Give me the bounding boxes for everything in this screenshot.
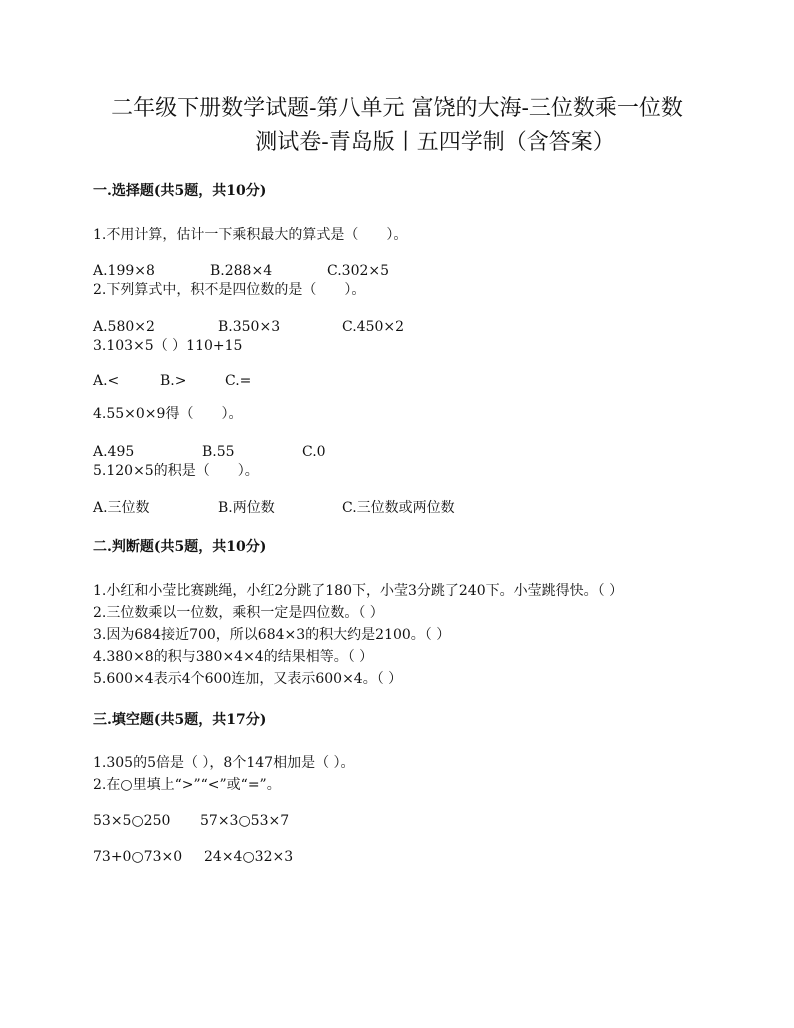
question-5: 5.120×5的积是（ ）。 [93, 463, 259, 479]
comparison-item: 73+0○73×0 [93, 849, 183, 865]
comparison-item: 57×3○53×7 [200, 813, 290, 829]
option-a: A.< [93, 373, 120, 389]
judgement-item: 1.小红和小莹比赛跳绳，小红2分跳了180下，小莹3分跳了240下。小莹跳得快。（ ） [93, 583, 624, 599]
option-c: C.= [225, 373, 252, 389]
option-b: B.350×3 [218, 319, 281, 335]
fill-question-1: 1.305的5倍是（ ），8个147相加是（ ）。 [93, 755, 355, 771]
option-a: A.三位数 [93, 500, 150, 516]
option-b: B.288×4 [210, 263, 273, 279]
judgement-item: 2.三位数乘以一位数，乘积一定是四位数。（ ） [93, 605, 384, 621]
fill-question-2: 2.在○里填上“>”“<”或“=”。 [93, 777, 281, 793]
option-a: A.199×8 [93, 263, 155, 279]
option-c: C.三位数或两位数 [342, 500, 455, 516]
option-c: C.450×2 [342, 319, 405, 335]
option-b: B.> [160, 373, 187, 389]
section-heading-judgement: 二.判断题(共5题，共10分) [93, 539, 267, 555]
question-1: 1.不用计算，估计一下乘积最大的算式是（ ）。 [93, 227, 408, 243]
option-c: C.0 [302, 444, 326, 460]
option-a: A.580×2 [93, 319, 155, 335]
title-line-2: 测试卷-青岛版丨五四学制（含答案） [255, 130, 615, 155]
title-line-1: 二年级下册数学试题-第八单元 富饶的大海-三位数乘一位数 [111, 96, 683, 121]
comparison-item: 24×4○32×3 [204, 849, 294, 865]
comparison-item: 53×5○250 [93, 813, 171, 829]
question-3: 3.103×5（ ）110+15 [93, 338, 243, 354]
judgement-item: 3.因为684接近700，所以684×3的积大约是2100。（ ） [93, 627, 451, 643]
section-heading-choice: 一.选择题(共5题，共10分) [93, 183, 267, 199]
question-2: 2.下列算式中，积不是四位数的是（ ）。 [93, 282, 366, 298]
judgement-item: 4.380×8的积与380×4×4的结果相等。（ ） [93, 649, 374, 665]
option-b: B.两位数 [218, 500, 275, 516]
section-heading-fill-blank: 三.填空题(共5题，共17分) [93, 712, 267, 728]
option-a: A.495 [93, 444, 135, 460]
judgement-item: 5.600×4表示4个600连加，又表示600×4。（ ） [93, 671, 403, 687]
option-c: C.302×5 [327, 263, 390, 279]
option-b: B.55 [202, 444, 235, 460]
question-4: 4.55×0×9得（ ）。 [93, 406, 243, 422]
